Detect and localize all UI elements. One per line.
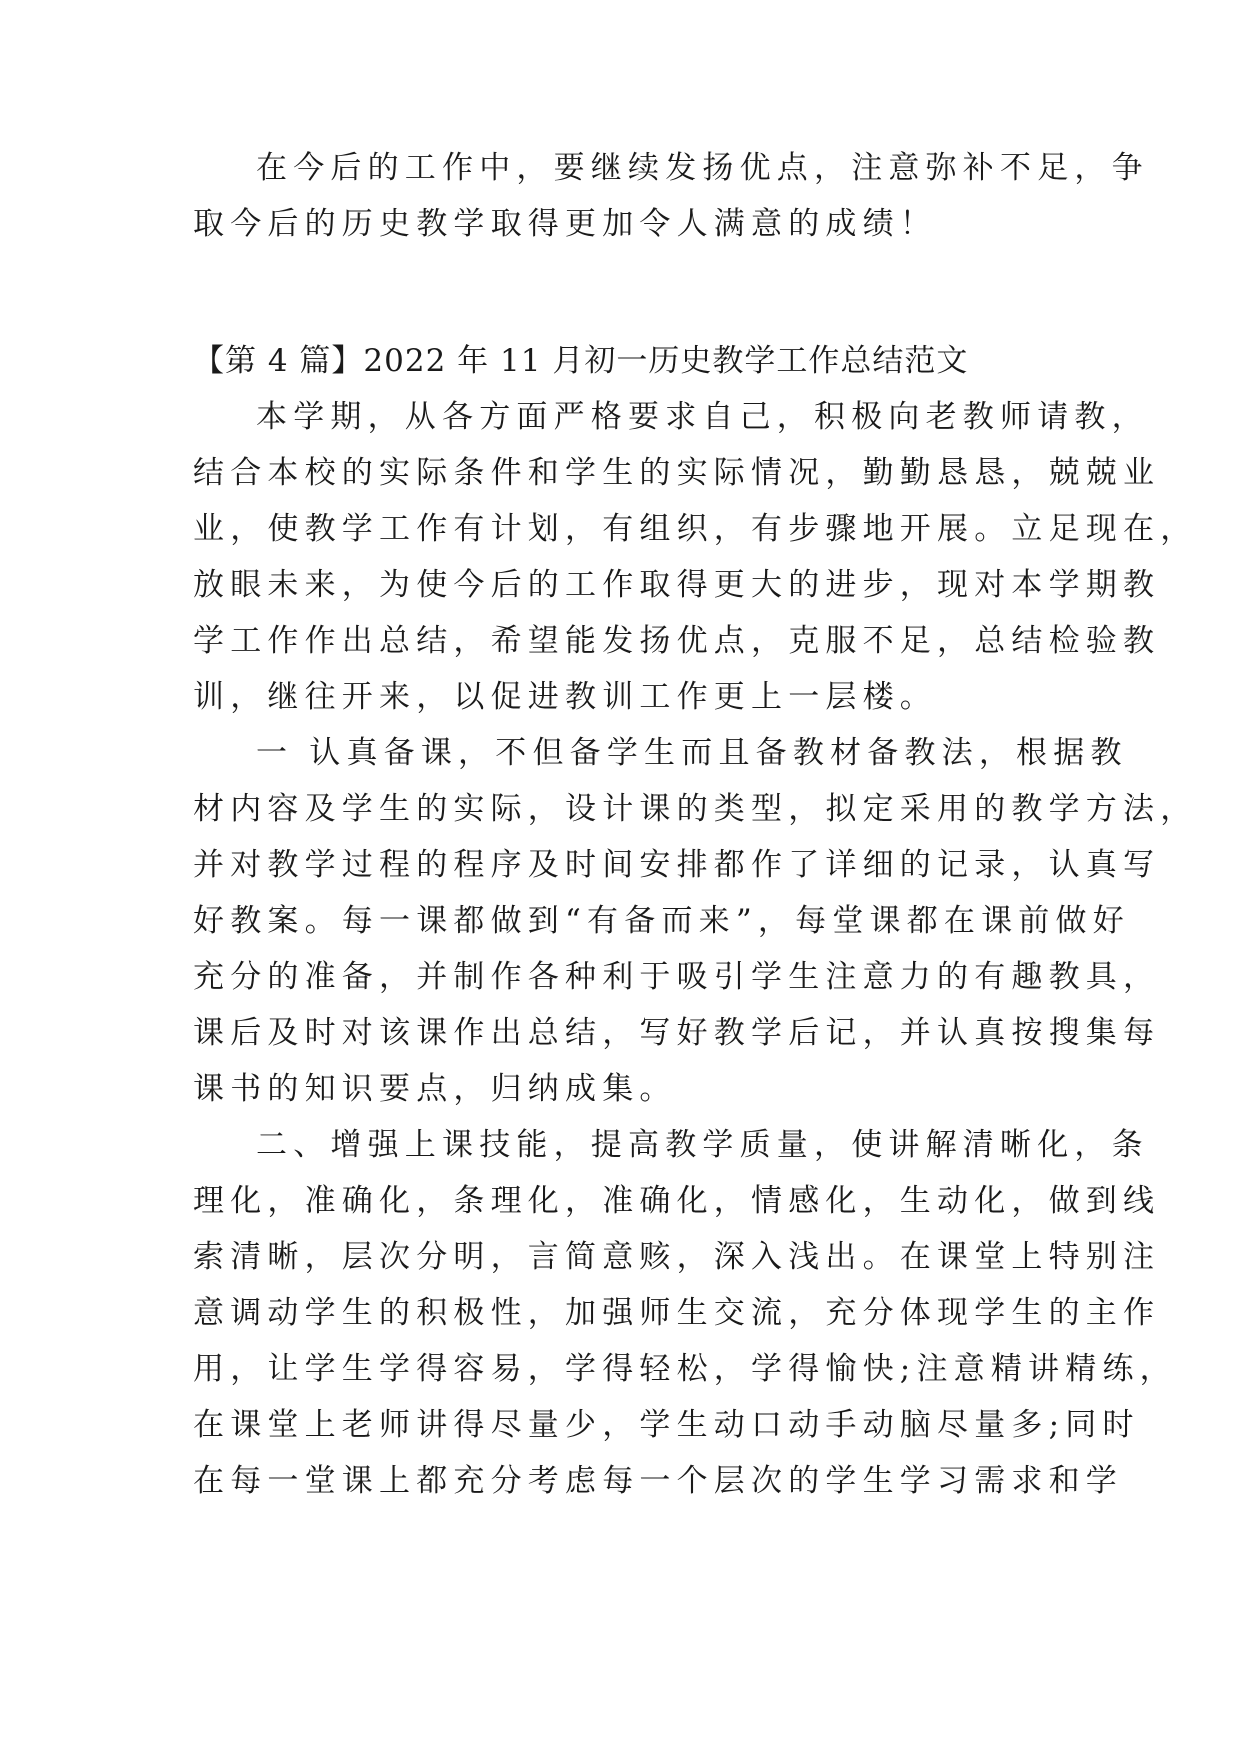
section-one-line: 课书的知识要点，归纳成集。 [193, 1071, 677, 1107]
intro-paragraph-line: 结合本校的实际条件和学生的实际情况，勤勤恳恳，兢兢业 [193, 455, 1161, 491]
section-one-line: 一 认真备课，不但备学生而且备教材备教法，根据教 [256, 735, 1128, 771]
section-two-line: 在每一堂课上都充分考虑每一个层次的学生学习需求和学 [193, 1463, 1123, 1499]
section-one-line: 材内容及学生的实际，设计课的类型，拟定采用的教学方法， [193, 791, 1198, 827]
intro-paragraph-line: 本学期，从各方面严格要求自己，积极向老教师请教， [256, 399, 1149, 435]
section-one-line: 好教案。每一课都做到“有备而来”，每堂课都在课前做好 [193, 903, 1130, 939]
closing-paragraph-line: 在今后的工作中，要继续发扬优点，注意弥补不足，争 [256, 150, 1149, 186]
section-two-line: 在课堂上老师讲得尽量少，学生动口动手动脑尽量多;同时 [193, 1407, 1140, 1443]
section-two-line: 二、增强上课技能，提高教学质量，使讲解清晰化，条 [256, 1127, 1149, 1163]
section-one-line: 课后及时对该课作出总结，写好教学后记，并认真按搜集每 [193, 1015, 1161, 1051]
section-one-line: 并对教学过程的程序及时间安排都作了详细的记录，认真写 [193, 847, 1161, 883]
intro-paragraph-line: 训，继往开来，以促进教训工作更上一层楼。 [193, 679, 937, 715]
intro-paragraph-line: 业，使教学工作有计划，有组织，有步骤地开展。立足现在， [193, 511, 1198, 547]
section-two-line: 意调动学生的积极性，加强师生交流，充分体现学生的主作 [193, 1295, 1161, 1331]
section-one-line: 充分的准备，并制作各种利于吸引学生注意力的有趣教具， [193, 959, 1161, 995]
section-two-line: 理化，准确化，条理化，准确化，情感化，生动化，做到线 [193, 1183, 1161, 1219]
intro-paragraph-line: 放眼未来，为使今后的工作取得更大的进步，现对本学期教 [193, 567, 1161, 603]
section-two-line: 用，让学生学得容易，学得轻松，学得愉快;注意精讲精练， [193, 1351, 1177, 1387]
section-two-line: 索清晰，层次分明，言简意赅，深入浅出。在课堂上特别注 [193, 1239, 1161, 1275]
closing-paragraph-line: 取今后的历史教学取得更加令人满意的成绩！ [193, 206, 937, 242]
intro-paragraph-line: 学工作作出总结，希望能发扬优点，克服不足，总结检验教 [193, 623, 1161, 659]
article-heading: 【第 4 篇】2022 年 11 月初一历史教学工作总结范文 [193, 343, 969, 379]
